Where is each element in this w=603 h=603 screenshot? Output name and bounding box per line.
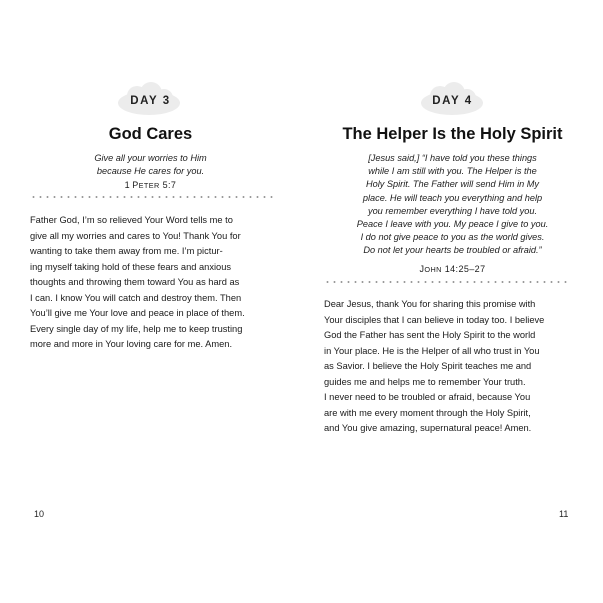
scripture-reference: JOHN 14:25–27 xyxy=(419,264,486,274)
prayer-line: are with me every moment through the Holy Spirit, xyxy=(324,407,531,418)
prayer-line: I never need to be troubled or afraid, because You xyxy=(324,392,531,402)
dotted-divider xyxy=(324,281,570,283)
page-number: 10 xyxy=(34,509,45,519)
prayer-line: as Savior. I believe the Holy Spirit teaches me and xyxy=(324,361,532,371)
page-number: 11 xyxy=(559,509,569,519)
prayer-line: give all my worries and cares to You! Thank You for xyxy=(30,230,241,241)
prayer-line: thoughts and throwing them toward You as hard as xyxy=(30,277,240,287)
verse-line: Do not let your hearts be troubled or afraid.” xyxy=(363,245,542,256)
prayer-line: ing myself taking hold of these fears and anxious xyxy=(30,261,232,272)
prayer-line: Father God, I’m so relieved Your Word tells me to xyxy=(30,215,233,225)
prayer-line: God the Father has sent the Holy Spirit to the world xyxy=(324,330,536,340)
verse-line: Holy Spirit. The Father will send Him in My xyxy=(365,179,540,190)
verse-line: [Jesus said,] “I have told you these things xyxy=(368,153,537,163)
verse-line: you remember everything I have told you. xyxy=(367,205,538,216)
prayer-line: more and more in Your loving care for me. Amen. xyxy=(30,339,233,349)
page-title: God Cares xyxy=(108,125,193,143)
prayer-line: You’ll give me Your love and peace in place of them. xyxy=(30,308,245,318)
right-page xyxy=(302,0,603,603)
verse-line: place. He will teach you everything and help xyxy=(362,192,543,203)
scripture-verse xyxy=(322,152,583,258)
prayer-line: I can. I know You will catch and destroy them. Then xyxy=(30,292,242,303)
day-label: DAY 3 xyxy=(130,95,171,107)
verse-line: I do not give peace to you as the world gives. xyxy=(360,232,545,243)
verse-line: while I am still with you. The Helper is the xyxy=(368,166,537,177)
left-page xyxy=(0,0,301,603)
scripture-reference: 1 PETER 5:7 xyxy=(124,180,177,190)
dotted-divider xyxy=(30,196,276,198)
prayer-line: and You give amazing, supernatural peace! Amen. xyxy=(324,423,532,433)
verse-line: Peace I leave with you. My peace I give to you. xyxy=(356,219,549,230)
verse-line: Give all your worries to Him xyxy=(94,153,207,163)
page-title: The Helper Is the Holy Spirit xyxy=(342,125,563,143)
prayer-line: wanting to take them away from me. I’m pictur- xyxy=(30,246,223,256)
prayer-line: Dear Jesus, thank You for sharing this promise with xyxy=(324,299,536,309)
prayer-text xyxy=(30,213,280,353)
verse-line: because He cares for you. xyxy=(96,166,205,177)
prayer-line: Every single day of my life, help me to keep trusting xyxy=(30,323,243,334)
prayer-text xyxy=(324,297,579,437)
prayer-line: Your disciples that I can believe in today too. I believe xyxy=(324,314,545,325)
prayer-line: in Your place. He is the Helper of all who trust in You xyxy=(324,345,540,356)
prayer-line: guides me and helps me to remember Your truth. xyxy=(324,376,526,387)
day-label: DAY 4 xyxy=(432,95,473,107)
scripture-verse xyxy=(40,152,261,178)
